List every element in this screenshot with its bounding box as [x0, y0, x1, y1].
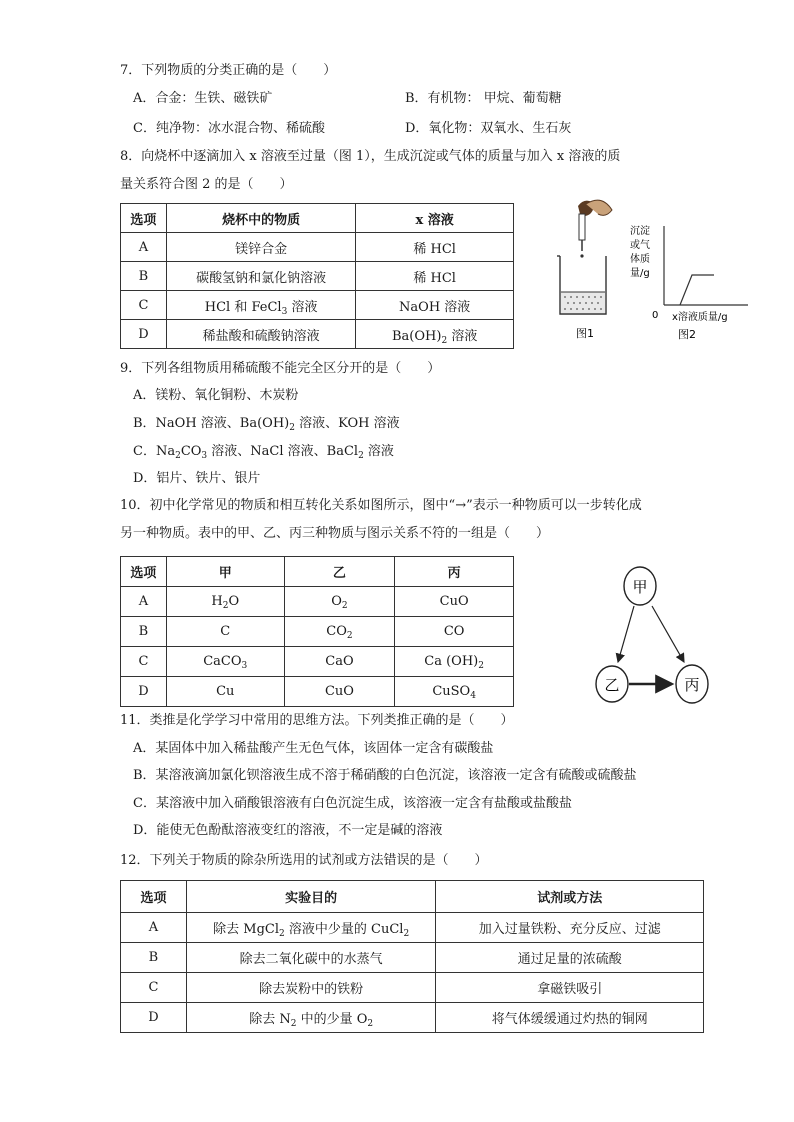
cell: C — [121, 973, 187, 1003]
cell: 除去二氧化碳中的水蒸气 — [186, 943, 436, 973]
svg-text:体质: 体质 — [630, 254, 650, 265]
cell: CuO — [395, 587, 514, 617]
cell: CaO — [284, 647, 395, 677]
cell: A — [121, 913, 187, 943]
q12-header-method: 试剂或方法 — [436, 881, 704, 913]
cell: CuSO$_4$ — [395, 677, 514, 707]
svg-text:量/g: 量/g — [630, 268, 650, 279]
cell: 稀 HCl — [356, 262, 514, 291]
q9-option-d: D．铝片、铁片、银片 — [133, 471, 261, 486]
q7-option-c: C．纯净物：冰水混合物、稀硫酸 — [133, 121, 325, 136]
cell: CaCO$_3$ — [166, 647, 284, 677]
table-row — [121, 647, 514, 677]
cell: Cu — [166, 677, 284, 707]
cell: 将气体缓缓通过灼热的铜网 — [436, 1003, 704, 1033]
cell: NaOH 溶液 — [356, 291, 514, 320]
q8-stem-line2: 量关系符合图 2 的是（ ） — [120, 177, 293, 192]
q10-header-bing: 丙 — [395, 557, 514, 587]
cell: $O_2$ — [284, 587, 395, 617]
q8-figure2-curve — [680, 275, 714, 305]
q8-stem-line1: 8．向烧杯中逐滴加入 x 溶液至过量（图 1），生成沉淀或气体的质量与加入 x 溶液的质 — [120, 149, 621, 164]
q9-option-a: A．镁粉、氧化铜粉、木炭粉 — [133, 388, 299, 403]
cell: 拿磁铁吸引 — [436, 973, 704, 1003]
cell: C — [166, 617, 284, 647]
q11-option-d: D．能使无色酚酞溶液变红的溶液，不一定是碱的溶液 — [133, 823, 443, 838]
q11-option-a: A．某固体中加入稀盐酸产生无色气体，该固体一定含有碳酸盐 — [133, 741, 494, 756]
cell: B — [121, 943, 187, 973]
table-row — [121, 973, 704, 1003]
table-row — [121, 943, 704, 973]
q8-header-beaker: 烧杯中的物质 — [166, 204, 355, 233]
table-row — [121, 587, 514, 617]
q8-figure1-label: 图1 — [576, 327, 594, 340]
cell: HCl 和 FeCl$_3$ 溶液 — [166, 291, 355, 320]
cell: 稀盐酸和硫酸钠溶液 — [166, 320, 355, 349]
cell: 除去 MgCl$_2$ 溶液中少量的 CuCl$_2$ — [186, 913, 436, 943]
table-row — [121, 913, 704, 943]
table-row — [121, 262, 514, 291]
cell: $H_2O$ — [166, 587, 284, 617]
q12-header-option: 选项 — [121, 881, 187, 913]
node-bing-label: 丙 — [684, 676, 700, 694]
q10-header-option: 选项 — [121, 557, 167, 587]
q7-option-d: D．氧化物：双氧水、生石灰 — [405, 121, 572, 136]
q12-stem: 12．下列关于物质的除杂所选用的试剂或方法错误的是（ ） — [120, 853, 488, 868]
q8-figure2-label: 图2 — [678, 328, 696, 341]
cell: C — [121, 291, 167, 320]
table-row — [121, 1003, 704, 1033]
cell: D — [121, 320, 167, 349]
q12-table-header — [121, 881, 704, 913]
q12-header-goal: 实验目的 — [186, 881, 436, 913]
cell: D — [121, 1003, 187, 1033]
cell: B — [121, 617, 167, 647]
cell: C — [121, 647, 167, 677]
q10-table-header — [121, 557, 514, 587]
q7-option-a: A．合金：生铁、磁铁矿 — [133, 91, 273, 106]
q10-table — [120, 556, 514, 707]
cell: $CO_2$ — [284, 617, 395, 647]
cell: A — [121, 587, 167, 617]
q9-option-b: B．NaOH 溶液、$Ba(OH)_2$ 溶液、KOH 溶液 — [133, 416, 400, 433]
dropper-icon — [578, 200, 612, 257]
q8-table — [120, 203, 514, 349]
table-row — [121, 320, 514, 349]
q11-option-b: B．某溶液滴加氯化钡溶液生成不溶于稀硝酸的白色沉淀，该溶液一定含有硫酸或硫酸盐 — [133, 768, 637, 783]
q10-header-jia: 甲 — [166, 557, 284, 587]
q8-header-x: x 溶液 — [356, 204, 514, 233]
cell: D — [121, 677, 167, 707]
cell: 除去炭粉中的铁粉 — [186, 973, 436, 1003]
cell: 除去 $N_2$ 中的少量 $O_2$ — [186, 1003, 436, 1033]
cell: 稀 HCl — [356, 233, 514, 262]
arrow-jia-to-bing — [652, 606, 684, 662]
node-jia-label: 甲 — [632, 578, 648, 596]
cell: CO — [395, 617, 514, 647]
q8-figure2-graph — [628, 222, 758, 346]
svg-text:沉淀: 沉淀 — [630, 226, 650, 237]
table-row — [121, 677, 514, 707]
cell: 通过足量的浓硫酸 — [436, 943, 704, 973]
q9-option-c: C．$Na_2CO_3$ 溶液、NaCl 溶液、BaCl$_2$ 溶液 — [133, 444, 394, 461]
cell: B — [121, 262, 167, 291]
q8-table-header — [121, 204, 514, 233]
q10-stem-line2: 另一种物质。表中的甲、乙、丙三种物质与图示关系不符的一组是（ ） — [120, 526, 550, 541]
cell: Ca $(OH)_2$ — [395, 647, 514, 677]
q8-figure1-beaker — [540, 196, 630, 346]
cell: 碳酸氢钠和氯化钠溶液 — [166, 262, 355, 291]
cell: CuO — [284, 677, 395, 707]
cell: 加入过量铁粉、充分反应、过滤 — [436, 913, 704, 943]
cell: 镁锌合金 — [166, 233, 355, 262]
q7-option-b: B．有机物： 甲烷、葡萄糖 — [405, 91, 562, 106]
q8-figure2-ylabel — [630, 224, 650, 279]
table-row — [121, 291, 514, 320]
q10-transformation-diagram — [588, 560, 718, 710]
q7-stem: 7．下列物质的分类正确的是（ ） — [120, 63, 337, 78]
q8-figure2-origin: 0 — [652, 310, 659, 321]
q8-header-option: 选项 — [121, 204, 167, 233]
svg-text:或气: 或气 — [630, 240, 650, 251]
q11-option-c: C．某溶液中加入硝酸银溶液有白色沉淀生成，该溶液一定含有盐酸或盐酸盐 — [133, 796, 572, 811]
node-yi-label: 乙 — [604, 676, 620, 694]
q10-stem-line1: 10．初中化学常见的物质和相互转化关系如图所示，图中“→”表示一种物质可以一步转化成 — [120, 498, 642, 513]
q9-stem: 9．下列各组物质用稀硫酸不能完全区分开的是（ ） — [120, 361, 441, 376]
cell: A — [121, 233, 167, 262]
arrow-jia-to-yi — [618, 606, 634, 662]
cell: $Ba(OH)_2$ 溶液 — [356, 320, 514, 349]
beaker-icon — [557, 256, 606, 314]
q12-table — [120, 880, 704, 1033]
q10-header-yi: 乙 — [284, 557, 395, 587]
q8-figure2-xlabel: x溶液质量/g — [672, 312, 728, 323]
table-row — [121, 233, 514, 262]
table-row — [121, 617, 514, 647]
q11-stem: 11．类推是化学学习中常用的思维方法。下列类推正确的是（ ） — [120, 713, 514, 728]
